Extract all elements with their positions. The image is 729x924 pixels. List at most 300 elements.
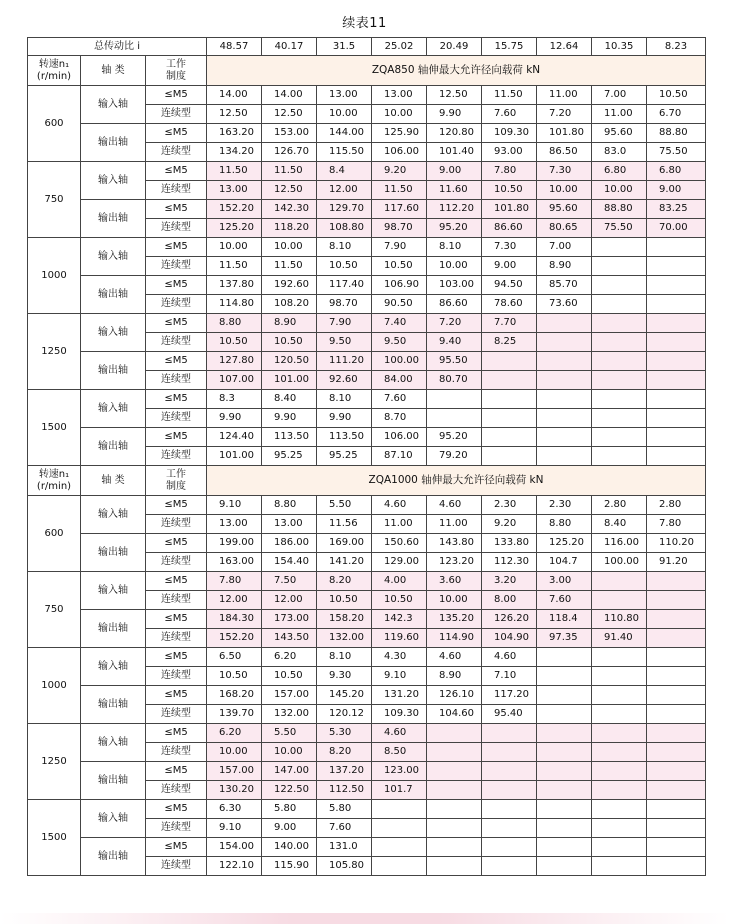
load-value-cell: 113.50 — [262, 428, 317, 447]
shaft-type-cell: 输出轴 — [81, 124, 146, 162]
load-value-cell — [537, 781, 592, 800]
load-value-cell — [592, 857, 647, 876]
load-value-cell — [592, 314, 647, 333]
load-value-cell: 131.20 — [372, 686, 427, 705]
load-value-cell — [647, 591, 706, 610]
load-value-cell: 2.30 — [482, 496, 537, 515]
load-value-cell — [427, 762, 482, 781]
load-value-cell — [592, 819, 647, 838]
load-value-cell: 5.50 — [317, 496, 372, 515]
load-value-cell: 10.50 — [372, 591, 427, 610]
load-value-cell: 125.20 — [207, 219, 262, 238]
load-value-cell: 7.80 — [482, 162, 537, 181]
table-row — [28, 534, 706, 553]
load-value-cell — [647, 238, 706, 257]
mode-column-header: 工作 制度 — [146, 466, 207, 496]
load-value-cell — [647, 705, 706, 724]
load-value-cell: 106.00 — [372, 428, 427, 447]
shaft-type-cell: 输出轴 — [81, 352, 146, 390]
table-row — [28, 352, 706, 371]
load-value-cell — [537, 800, 592, 819]
duty-mode-cell: 连续型 — [146, 515, 207, 534]
load-value-cell — [427, 819, 482, 838]
load-value-cell — [482, 724, 537, 743]
duty-mode-cell: ≤M5 — [146, 238, 207, 257]
speed-cell: 1000 — [28, 238, 81, 314]
load-value-cell: 9.40 — [427, 333, 482, 352]
duty-mode-cell: ≤M5 — [146, 648, 207, 667]
load-value-cell: 98.70 — [317, 295, 372, 314]
load-value-cell: 109.30 — [372, 705, 427, 724]
load-value-cell: 141.20 — [317, 553, 372, 572]
load-value-cell: 122.10 — [207, 857, 262, 876]
ratio-value: 15.75 — [482, 38, 537, 56]
page-title: 续表11 — [342, 16, 387, 31]
duty-mode-cell: 连续型 — [146, 819, 207, 838]
load-value-cell: 115.90 — [262, 857, 317, 876]
speed-column-header: 转速n₁ (r/min) — [28, 466, 81, 496]
load-value-cell: 4.60 — [372, 724, 427, 743]
ratio-value: 8.23 — [647, 38, 706, 56]
load-value-cell: 8.4 — [317, 162, 372, 181]
load-value-cell: 152.20 — [207, 200, 262, 219]
load-value-cell — [647, 762, 706, 781]
load-value-cell: 10.00 — [207, 743, 262, 762]
load-value-cell — [592, 333, 647, 352]
load-value-cell: 8.3 — [207, 390, 262, 409]
duty-mode-cell: ≤M5 — [146, 200, 207, 219]
load-value-cell: 101.80 — [537, 124, 592, 143]
load-value-cell: 4.60 — [372, 496, 427, 515]
load-value-cell: 13.00 — [372, 86, 427, 105]
duty-mode-cell: 连续型 — [146, 591, 207, 610]
load-value-cell: 103.00 — [427, 276, 482, 295]
load-value-cell: 132.00 — [317, 629, 372, 648]
duty-mode-cell: ≤M5 — [146, 724, 207, 743]
duty-mode-cell: ≤M5 — [146, 428, 207, 447]
shaft-type-cell: 输出轴 — [81, 428, 146, 466]
speed-cell: 600 — [28, 496, 81, 572]
load-value-cell — [372, 857, 427, 876]
load-value-cell — [592, 800, 647, 819]
load-value-cell: 150.60 — [372, 534, 427, 553]
shaft-type-cell: 输入轴 — [81, 390, 146, 428]
load-value-cell — [592, 762, 647, 781]
load-value-cell — [647, 409, 706, 428]
load-value-cell: 6.20 — [262, 648, 317, 667]
load-value-cell: 134.20 — [207, 143, 262, 162]
load-value-cell — [537, 819, 592, 838]
shaft-type-cell: 输入轴 — [81, 724, 146, 762]
load-value-cell — [537, 409, 592, 428]
load-value-cell — [482, 743, 537, 762]
load-value-cell: 145.20 — [317, 686, 372, 705]
load-value-cell: 10.00 — [262, 238, 317, 257]
load-value-cell: 142.3 — [372, 610, 427, 629]
load-value-cell: 11.00 — [592, 105, 647, 124]
load-value-cell — [482, 838, 537, 857]
speed-cell: 1000 — [28, 648, 81, 724]
ratio-header-label: 总传动比 i — [28, 38, 207, 56]
load-value-cell: 108.20 — [262, 295, 317, 314]
load-value-cell: 8.90 — [262, 314, 317, 333]
load-value-cell: 113.50 — [317, 428, 372, 447]
load-value-cell: 9.30 — [317, 667, 372, 686]
load-value-cell: 125.90 — [372, 124, 427, 143]
duty-mode-cell: ≤M5 — [146, 762, 207, 781]
load-value-cell: 13.00 — [207, 181, 262, 200]
load-value-cell: 7.60 — [372, 390, 427, 409]
load-value-cell — [647, 572, 706, 591]
axle-column-header: 轴 类 — [81, 466, 146, 496]
load-value-cell: 125.20 — [537, 534, 592, 553]
duty-mode-cell: ≤M5 — [146, 686, 207, 705]
duty-mode-cell: 连续型 — [146, 333, 207, 352]
shaft-type-cell: 输出轴 — [81, 276, 146, 314]
load-value-cell — [592, 781, 647, 800]
load-value-cell: 144.00 — [317, 124, 372, 143]
load-value-cell: 101.7 — [372, 781, 427, 800]
shaft-type-cell: 输出轴 — [81, 534, 146, 572]
load-value-cell: 157.00 — [262, 686, 317, 705]
load-value-cell: 88.80 — [592, 200, 647, 219]
load-value-cell — [647, 838, 706, 857]
table-row — [28, 800, 706, 819]
load-value-cell: 7.90 — [372, 238, 427, 257]
load-value-cell: 9.00 — [647, 181, 706, 200]
load-value-cell: 9.90 — [262, 409, 317, 428]
load-value-cell: 75.50 — [592, 219, 647, 238]
load-value-cell: 129.70 — [317, 200, 372, 219]
load-value-cell: 100.00 — [372, 352, 427, 371]
load-value-cell: 97.35 — [537, 629, 592, 648]
load-value-cell — [647, 857, 706, 876]
load-value-cell: 143.50 — [262, 629, 317, 648]
load-value-cell: 7.30 — [537, 162, 592, 181]
load-value-cell: 186.00 — [262, 534, 317, 553]
load-value-cell: 104.60 — [427, 705, 482, 724]
load-value-cell — [647, 257, 706, 276]
load-value-cell — [537, 428, 592, 447]
load-value-cell — [537, 686, 592, 705]
duty-mode-cell: 连续型 — [146, 257, 207, 276]
ratio-value: 40.17 — [262, 38, 317, 56]
load-value-cell: 101.80 — [482, 200, 537, 219]
decorative-bottom-strip — [0, 913, 729, 924]
load-value-cell: 105.80 — [317, 857, 372, 876]
load-value-cell — [647, 314, 706, 333]
load-value-cell: 7.10 — [482, 667, 537, 686]
table-row — [28, 314, 706, 333]
table-row — [28, 86, 706, 105]
section-header-row — [28, 466, 706, 496]
load-value-cell — [482, 371, 537, 390]
load-value-cell: 8.20 — [317, 572, 372, 591]
load-value-cell: 154.00 — [207, 838, 262, 857]
load-value-cell: 120.80 — [427, 124, 482, 143]
duty-mode-cell: ≤M5 — [146, 610, 207, 629]
load-value-cell: 7.90 — [317, 314, 372, 333]
load-value-cell — [537, 371, 592, 390]
load-value-cell: 12.00 — [262, 591, 317, 610]
shaft-type-cell: 输入轴 — [81, 238, 146, 276]
table-row — [28, 162, 706, 181]
load-value-cell: 104.90 — [482, 629, 537, 648]
load-value-cell: 129.00 — [372, 553, 427, 572]
load-value-cell: 133.80 — [482, 534, 537, 553]
load-value-cell: 123.00 — [372, 762, 427, 781]
load-value-cell: 95.25 — [262, 447, 317, 466]
load-value-cell — [427, 724, 482, 743]
load-value-cell: 7.60 — [537, 591, 592, 610]
table-row — [28, 610, 706, 629]
duty-mode-cell: ≤M5 — [146, 86, 207, 105]
load-value-cell: 73.60 — [537, 295, 592, 314]
load-value-cell: 8.90 — [537, 257, 592, 276]
load-value-cell: 6.50 — [207, 648, 262, 667]
load-value-cell — [427, 800, 482, 819]
load-value-cell: 112.20 — [427, 200, 482, 219]
load-value-cell: 9.20 — [372, 162, 427, 181]
load-value-cell: 143.80 — [427, 534, 482, 553]
load-value-cell: 10.50 — [207, 667, 262, 686]
duty-mode-cell: 连续型 — [146, 857, 207, 876]
load-value-cell — [647, 295, 706, 314]
shaft-type-cell: 输入轴 — [81, 648, 146, 686]
table-row — [28, 124, 706, 143]
speed-column-header: 转速n₁ (r/min) — [28, 56, 81, 86]
load-value-cell: 7.70 — [482, 314, 537, 333]
load-value-cell — [592, 686, 647, 705]
load-value-cell: 120.50 — [262, 352, 317, 371]
load-value-cell: 12.00 — [207, 591, 262, 610]
load-value-cell: 114.90 — [427, 629, 482, 648]
load-value-cell: 85.70 — [537, 276, 592, 295]
load-value-cell — [482, 352, 537, 371]
load-value-cell — [647, 800, 706, 819]
load-value-cell: 95.20 — [427, 428, 482, 447]
axle-column-header: 轴 类 — [81, 56, 146, 86]
load-value-cell: 101.40 — [427, 143, 482, 162]
load-value-cell: 8.20 — [317, 743, 372, 762]
load-value-cell: 80.65 — [537, 219, 592, 238]
load-value-cell: 7.40 — [372, 314, 427, 333]
load-value-cell: 2.30 — [537, 496, 592, 515]
speed-cell: 600 — [28, 86, 81, 162]
load-value-cell: 10.50 — [262, 333, 317, 352]
load-value-cell: 12.50 — [262, 181, 317, 200]
load-value-cell: 131.0 — [317, 838, 372, 857]
load-value-cell: 110.80 — [592, 610, 647, 629]
load-value-cell: 10.00 — [317, 105, 372, 124]
load-value-cell: 109.30 — [482, 124, 537, 143]
load-value-cell — [592, 447, 647, 466]
load-value-cell: 12.50 — [262, 105, 317, 124]
load-value-cell — [537, 667, 592, 686]
load-value-cell: 98.70 — [372, 219, 427, 238]
load-value-cell: 4.00 — [372, 572, 427, 591]
duty-mode-cell: 连续型 — [146, 667, 207, 686]
load-value-cell: 173.00 — [262, 610, 317, 629]
load-value-cell: 142.30 — [262, 200, 317, 219]
shaft-type-cell: 输出轴 — [81, 838, 146, 876]
load-value-cell — [372, 838, 427, 857]
load-value-cell: 9.90 — [207, 409, 262, 428]
ratio-value: 25.02 — [372, 38, 427, 56]
load-value-cell: 157.00 — [207, 762, 262, 781]
table-row — [28, 276, 706, 295]
ratio-value: 12.64 — [537, 38, 592, 56]
load-value-cell — [592, 390, 647, 409]
load-value-cell — [592, 352, 647, 371]
load-value-cell — [592, 724, 647, 743]
load-value-cell — [647, 447, 706, 466]
load-value-cell — [592, 409, 647, 428]
duty-mode-cell: 连续型 — [146, 553, 207, 572]
load-value-cell — [537, 762, 592, 781]
load-value-cell: 6.80 — [592, 162, 647, 181]
load-value-cell — [647, 333, 706, 352]
load-value-cell: 139.70 — [207, 705, 262, 724]
load-value-cell: 137.80 — [207, 276, 262, 295]
load-value-cell: 108.80 — [317, 219, 372, 238]
load-value-cell: 106.90 — [372, 276, 427, 295]
table-row — [28, 838, 706, 857]
ratio-value: 10.35 — [592, 38, 647, 56]
load-value-cell: 117.40 — [317, 276, 372, 295]
load-value-cell: 118.4 — [537, 610, 592, 629]
load-value-cell: 7.00 — [592, 86, 647, 105]
load-value-cell: 130.20 — [207, 781, 262, 800]
load-value-cell: 10.00 — [372, 105, 427, 124]
load-value-cell — [537, 705, 592, 724]
duty-mode-cell: ≤M5 — [146, 276, 207, 295]
load-value-cell: 95.50 — [427, 352, 482, 371]
load-value-cell — [537, 648, 592, 667]
duty-mode-cell: ≤M5 — [146, 838, 207, 857]
load-value-cell — [647, 352, 706, 371]
speed-cell: 1500 — [28, 800, 81, 876]
load-value-cell: 11.56 — [317, 515, 372, 534]
load-value-cell: 4.60 — [482, 648, 537, 667]
load-value-cell — [482, 390, 537, 409]
load-value-cell — [427, 409, 482, 428]
load-value-cell: 8.70 — [372, 409, 427, 428]
load-value-cell — [537, 724, 592, 743]
load-value-cell: 114.80 — [207, 295, 262, 314]
load-value-cell: 5.50 — [262, 724, 317, 743]
load-value-cell: 10.00 — [427, 591, 482, 610]
load-value-cell: 8.80 — [262, 496, 317, 515]
load-value-cell: 11.60 — [427, 181, 482, 200]
load-value-cell: 95.40 — [482, 705, 537, 724]
load-value-cell: 8.50 — [372, 743, 427, 762]
table-row — [28, 200, 706, 219]
load-value-cell: 154.40 — [262, 553, 317, 572]
duty-mode-cell: ≤M5 — [146, 352, 207, 371]
load-value-cell — [482, 819, 537, 838]
load-value-cell: 95.25 — [317, 447, 372, 466]
load-value-cell: 11.00 — [372, 515, 427, 534]
load-value-cell — [647, 743, 706, 762]
load-value-cell: 6.30 — [207, 800, 262, 819]
load-value-cell: 91.20 — [647, 553, 706, 572]
load-value-cell: 3.20 — [482, 572, 537, 591]
load-value-cell — [482, 409, 537, 428]
load-value-cell: 10.50 — [207, 333, 262, 352]
load-value-cell: 111.20 — [317, 352, 372, 371]
load-value-cell — [537, 352, 592, 371]
load-value-cell — [592, 667, 647, 686]
load-value-cell — [592, 371, 647, 390]
load-value-cell: 9.20 — [482, 515, 537, 534]
load-value-cell: 3.00 — [537, 572, 592, 591]
load-value-cell: 8.40 — [262, 390, 317, 409]
load-value-cell: 8.10 — [317, 648, 372, 667]
load-value-cell: 83.25 — [647, 200, 706, 219]
load-value-cell — [537, 314, 592, 333]
shaft-type-cell: 输入轴 — [81, 314, 146, 352]
load-value-cell: 12.50 — [427, 86, 482, 105]
load-value-cell: 7.80 — [647, 515, 706, 534]
load-value-cell: 184.30 — [207, 610, 262, 629]
load-value-cell: 163.20 — [207, 124, 262, 143]
load-value-cell — [592, 743, 647, 762]
load-value-cell: 5.80 — [262, 800, 317, 819]
load-value-cell: 126.70 — [262, 143, 317, 162]
shaft-type-cell: 输出轴 — [81, 686, 146, 724]
load-value-cell: 5.80 — [317, 800, 372, 819]
duty-mode-cell: 连续型 — [146, 629, 207, 648]
load-value-cell: 10.00 — [537, 181, 592, 200]
load-value-cell — [427, 838, 482, 857]
load-value-cell — [647, 428, 706, 447]
load-value-cell: 5.30 — [317, 724, 372, 743]
load-value-cell: 7.80 — [207, 572, 262, 591]
load-value-cell: 7.30 — [482, 238, 537, 257]
load-value-cell: 8.25 — [482, 333, 537, 352]
table-row — [28, 390, 706, 409]
load-value-cell: 11.50 — [262, 162, 317, 181]
load-value-cell — [592, 428, 647, 447]
section-title: ZQA850 轴伸最大允许径向载荷 kN — [207, 56, 706, 86]
ratio-header-row — [28, 38, 706, 56]
load-value-cell: 6.70 — [647, 105, 706, 124]
load-value-cell: 92.60 — [317, 371, 372, 390]
load-value-cell: 9.10 — [207, 496, 262, 515]
load-value-cell — [372, 800, 427, 819]
duty-mode-cell: 连续型 — [146, 181, 207, 200]
load-value-cell: 95.20 — [427, 219, 482, 238]
load-value-cell: 10.50 — [262, 667, 317, 686]
load-value-cell: 7.60 — [482, 105, 537, 124]
load-value-cell: 11.50 — [262, 257, 317, 276]
load-value-cell: 192.60 — [262, 276, 317, 295]
load-value-cell — [482, 762, 537, 781]
load-value-cell: 115.50 — [317, 143, 372, 162]
ratio-value: 20.49 — [427, 38, 482, 56]
load-value-cell: 8.10 — [427, 238, 482, 257]
load-value-cell — [647, 629, 706, 648]
load-value-cell: 137.20 — [317, 762, 372, 781]
load-value-cell — [427, 390, 482, 409]
load-value-cell — [537, 838, 592, 857]
load-value-cell: 116.00 — [592, 534, 647, 553]
duty-mode-cell: 连续型 — [146, 143, 207, 162]
load-value-cell: 75.50 — [647, 143, 706, 162]
load-value-cell: 12.00 — [317, 181, 372, 200]
load-value-cell: 147.00 — [262, 762, 317, 781]
